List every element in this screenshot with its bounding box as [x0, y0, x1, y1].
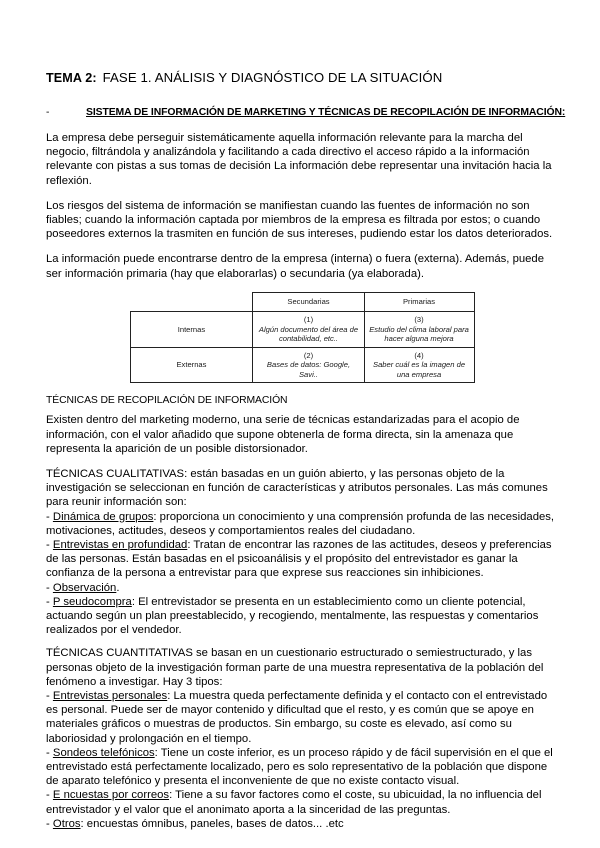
cuantitativas-item-3-text: : encuestas ómnibus, paneles, bases de datos... .etc: [80, 817, 344, 830]
page-title-rest: FASE 1. ANÁLISIS Y DIAGNÓSTICO DE LA SITUACIÓN: [102, 70, 443, 85]
table-cell-2: [253, 347, 364, 383]
table-cell-3-text: Estudio del clima laboral para hacer alguna mejora: [369, 324, 469, 344]
table-col-header-primarias: Primarias: [364, 292, 474, 312]
cualitativas-item-0-dash: -: [46, 510, 53, 523]
cualitativas-item-3-dash: -: [46, 595, 53, 608]
table-cell-2-text: Bases de datos: Google, Savi..: [266, 360, 351, 379]
table-cell-3: [364, 312, 474, 348]
section-heading-text: SISTEMA DE INFORMACIÓN DE MARKETING Y TÉCNICAS DE RECOPILACIÓN DE INFORMACIÓN:: [86, 107, 566, 118]
info-table-wrap: [46, 292, 558, 384]
cualitativas-lead-label: TÉCNICAS CUALITATIVAS: [46, 467, 185, 480]
tecnicas-heading: TÉCNICAS DE RECOPILACIÓN DE INFORMACIÓN: [46, 395, 288, 407]
cuantitativas-item-0-label: Entrevistas personales: [52, 689, 168, 702]
cualitativas-item-0-text: : proporciona un conocimiento y una comprensión profunda de las necesidades, motivaciones, actitudes, deseos y comportamientos reales del ciudadano.: [46, 510, 555, 537]
table-cell-1-number: (1): [303, 315, 314, 325]
cuantitativas-item-3-label: Otros: [52, 817, 81, 830]
table-cell-4-text: Saber cuál es la imagen de una empresa: [373, 360, 466, 379]
table-row: [130, 312, 474, 348]
table-row-header-internas: Internas: [130, 312, 253, 348]
paragraph-3: La información puede encontrarse dentro de la empresa (interna) o fuera (externa). Además, puede ser información primaria (hay que elaborarlas) o secundaria (ya elaborada).: [46, 253, 544, 280]
list-item: [46, 817, 558, 831]
cuantitativas-lead-label: TÉCNICAS CUANTITATIVAS: [46, 647, 193, 660]
cualitativas-item-3-label: P seudocompra: [52, 595, 132, 608]
table-cell-4-number: (4): [414, 350, 424, 360]
cualitativas-item-2-dash: -: [46, 581, 53, 594]
list-item: [46, 581, 558, 595]
information-sources-table: [130, 292, 475, 384]
cuantitativas-item-2-text: : Tiene a su favor factores como el coste, su ubicuidad, la no influencia del entrevistador y el valor que el anonimato aporta a la sinceridad de las preguntas.: [46, 789, 542, 816]
cualitativas-lead: [46, 467, 558, 510]
cualitativas-lead-text: : están basadas en un guión abierto, y las personas objeto de la investigación se seleccionan en función de características y atributos personales. Las más comunes para reunir información son:: [46, 467, 548, 509]
table-cell-4: [364, 347, 474, 383]
section-heading-row: [46, 107, 566, 118]
cualitativas-item-2-text: .: [116, 581, 120, 594]
table-header-row: [130, 292, 474, 312]
list-item: [46, 538, 558, 581]
cuantitativas-lead: [46, 646, 558, 689]
cualitativas-item-2-label: Observación: [52, 581, 117, 594]
cualitativas-item-3-text: : El entrevistador se presenta en un establecimiento como un cliente potencial, actuando según un plan preestablecido, y recogiendo, mentalmente, las respuestas y comentarios realizados por el vendedor.: [46, 595, 539, 637]
table-col-header-secundarias: Secundarias: [253, 292, 364, 312]
table-row: [130, 347, 474, 383]
table-cell-1-text: Algún documento del área de contabilidad, etc..: [258, 324, 359, 344]
table-corner-cell: [130, 292, 253, 312]
list-item: [46, 788, 558, 816]
tecnicas-intro: Existen dentro del marketing moderno, una serie de técnicas estandarizadas para el acopio de información, con el valor añadido que supone obtenerla de forma directa, sin la amenaza que representa la aparición de un posible distorsionador.: [46, 414, 520, 455]
cuantitativas-item-2-label: E ncuestas por correos: [52, 789, 170, 802]
list-item: [46, 510, 558, 538]
cuantitativas-item-1-label: Sondeos telefónicos: [52, 746, 155, 759]
page-title-tema: TEMA 2:: [46, 71, 97, 85]
list-item: [46, 595, 558, 638]
cualitativas-item-0-label: Dinámica de grupos: [52, 510, 154, 523]
page-title: [46, 70, 558, 85]
table-cell-2-number: (2): [303, 350, 314, 360]
cualitativas-item-1-dash: -: [46, 538, 53, 551]
cuantitativas-item-0-dash: -: [46, 689, 53, 702]
bullet-dash: -: [46, 107, 50, 118]
paragraph-1: La empresa debe perseguir sistemáticamente aquella información relevante para la marcha del negocio, filtrándola y analizándola y facilitando a cada directivo el acceso rápido a la información relevante con pistas a sus tomas de decisión La información debe representar una invitación hacia la reflexión.: [46, 132, 552, 187]
table-row-header-externas: Externas: [130, 347, 253, 383]
table-cell-3-number: (3): [414, 315, 424, 325]
cualitativas-item-1-label: Entrevistas en profundidad: [52, 538, 188, 551]
spacer: [46, 637, 558, 646]
cuantitativas-item-0-text: : La muestra queda perfectamente definida y el contacto con el entrevistado es personal. Puede ser de mayor contenido y dificultad que el resto, y es común que se apoye en materiales gráficos o muestras de productos. Sin embargo, su coste es elevado, así como su laboriosidad y prolongación en el tiempo.: [46, 689, 548, 745]
cuantitativas-item-2-dash: -: [46, 789, 53, 802]
cuantitativas-item-1-text: : Tiene un coste inferior, es un proceso rápido y de fácil supervisión en el que el entrevistado está perfectamente localizado, pero es solo representativo de la población que dispone de aparato telefónico y presenta el inconveniente de que no existe contacto visual.: [46, 746, 553, 788]
cuantitativas-lead-text: se basan en un cuestionario estructurado o semiestructurado, y las personas objeto de la investigación forman parte de una muestra representativa de la población del fenómeno a investigar. Hay 3 tipos:: [46, 647, 544, 688]
paragraph-2: Los riesgos del sistema de información se manifiestan cuando las fuentes de información no son fiables; cuando la información captada por miembros de la empresa es filtrada por estos; o cuando poseedores externos la trasmiten en función de sus intereses, pudiendo estar los datos deteriorados.: [46, 199, 553, 241]
cualitativas-item-1-text: : Tratan de encontrar las razones de las actitudes, deseos y preferencias de las personas. Están basadas en el psicoanálisis y el propósito del entrevistador es ganar la confianza de la persona a entrevistar para que exprese sus reacciones sin inhibiciones.: [46, 538, 552, 580]
list-item: [46, 746, 558, 789]
cuantitativas-item-3-dash: -: [46, 817, 53, 830]
table-cell-1: [253, 312, 364, 348]
cuantitativas-item-1-dash: -: [46, 746, 53, 759]
list-item: [46, 689, 558, 746]
